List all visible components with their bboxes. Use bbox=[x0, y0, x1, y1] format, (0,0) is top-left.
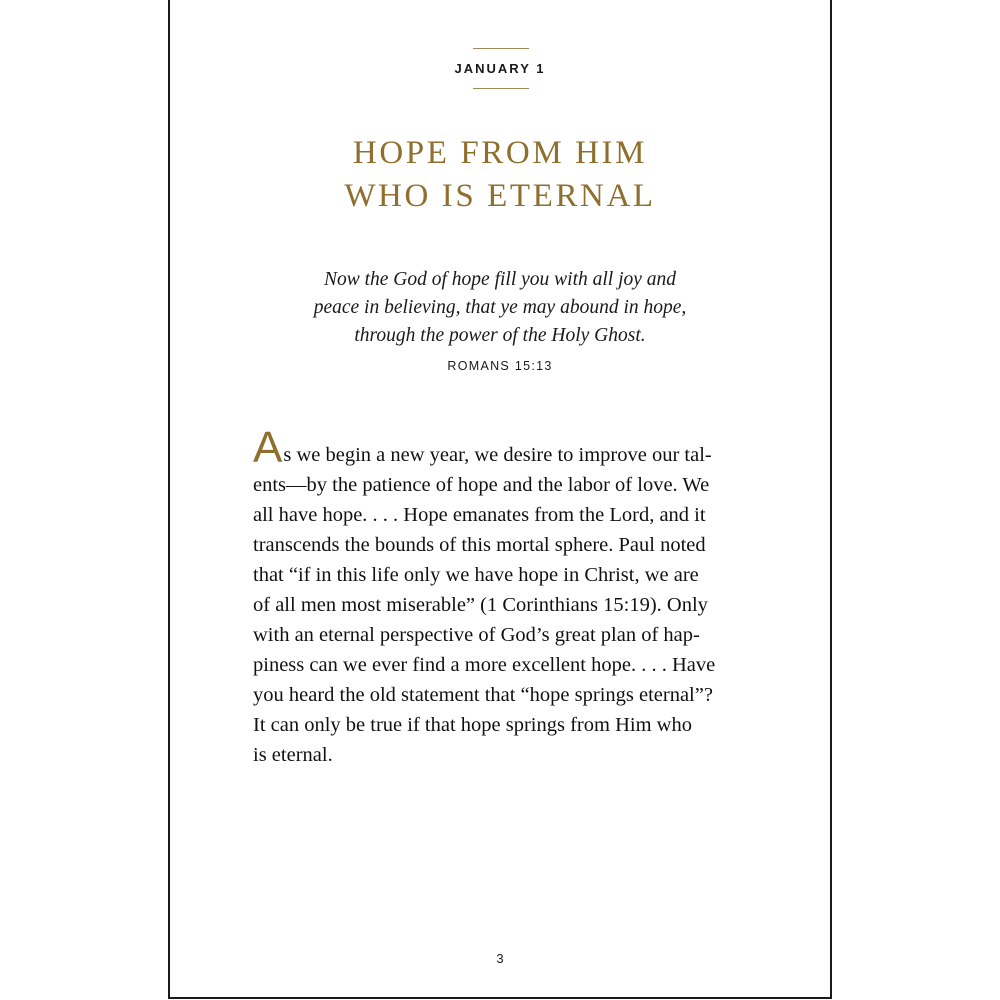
body-paragraph bbox=[253, 423, 773, 770]
body-line: It can only be true if that hope springs from Him who bbox=[253, 714, 692, 736]
scripture-line: Now the God of hope fill you with all joy and bbox=[323, 269, 677, 290]
body-line: all have hope. . . . Hope emanates from the Lord, and it bbox=[253, 504, 706, 526]
scripture-line: peace in believing, that ye may abound in hope, bbox=[313, 297, 687, 318]
body-line: with an eternal perspective of God’s great plan of hap- bbox=[253, 624, 700, 646]
body-line: is eternal. bbox=[253, 744, 333, 766]
body-line: you heard the old statement that “hope springs eternal”? bbox=[253, 684, 713, 706]
date-heading: JANUARY 1 bbox=[454, 61, 546, 76]
scripture-quote bbox=[170, 266, 830, 350]
body-line: transcends the bounds of this mortal sphere. Paul noted bbox=[253, 534, 706, 556]
body-line: of all men most miserable” (1 Corinthians 15:19). Only bbox=[253, 594, 708, 616]
body-line bbox=[253, 423, 773, 472]
scripture-reference: ROMANS 15:13 bbox=[447, 359, 553, 373]
page-number: 3 bbox=[496, 951, 504, 966]
title-line: WHO IS ETERNAL bbox=[344, 178, 656, 214]
page-title bbox=[170, 132, 830, 218]
body-first-line-text: s we begin a new year, we desire to improve our tal- bbox=[283, 444, 712, 466]
scripture-line: through the power of the Holy Ghost. bbox=[354, 325, 646, 346]
body-line: piness can we ever find a more excellent hope. . . . Have bbox=[253, 654, 716, 676]
header-bottom-rule bbox=[473, 88, 529, 89]
header-top-rule bbox=[473, 48, 529, 49]
body-line: ents—by the patience of hope and the labor of love. We bbox=[253, 474, 710, 496]
book-page bbox=[168, 0, 832, 999]
drop-cap: A bbox=[253, 423, 283, 472]
title-line: HOPE FROM HIM bbox=[352, 135, 648, 171]
body-line: that “if in this life only we have hope in Christ, we are bbox=[253, 564, 699, 586]
